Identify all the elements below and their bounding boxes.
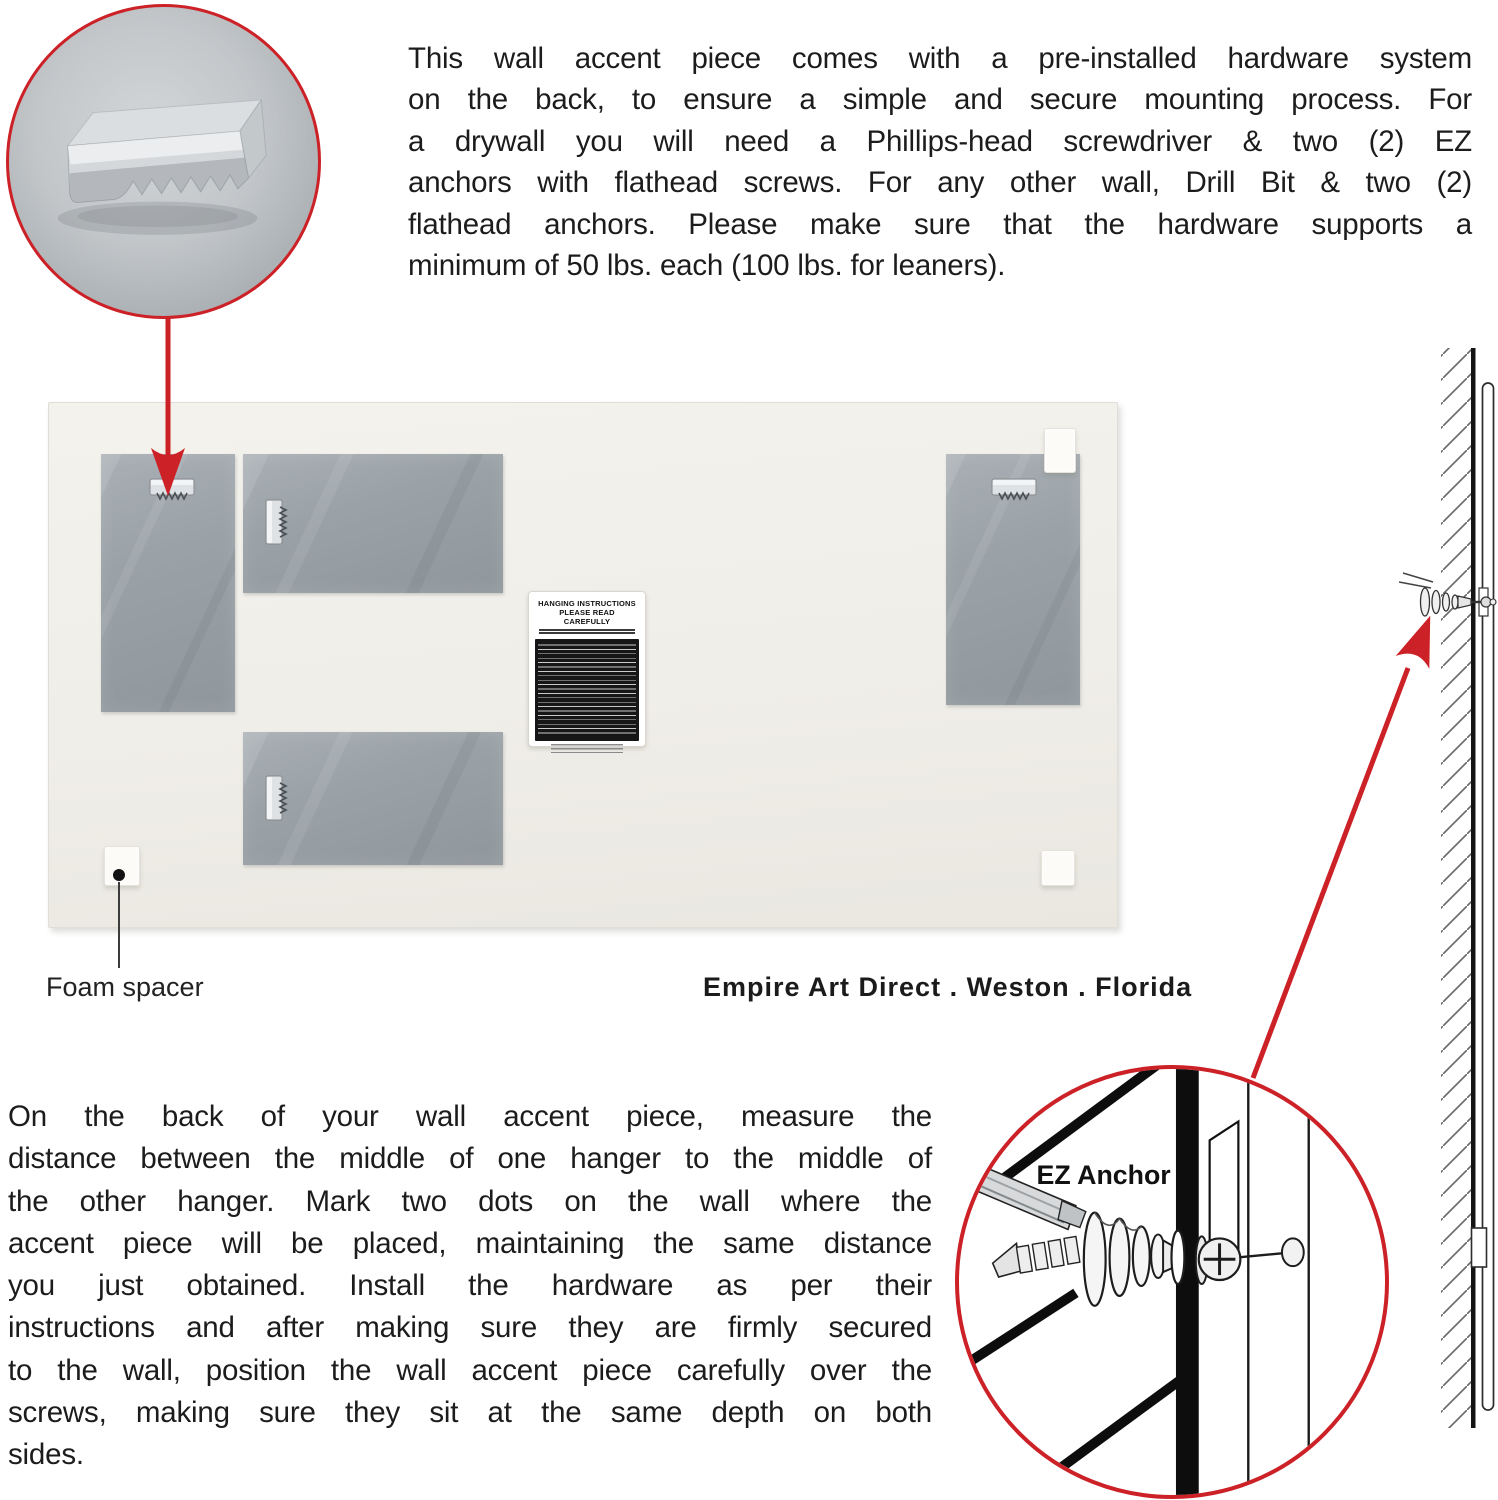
sawtooth-hanger-icon — [991, 477, 1037, 501]
instruction-line: you just obtained. Install the hardware as per their — [8, 1269, 932, 1303]
instruction-line: the other hanger. Mark two dots on the wall where the — [8, 1184, 932, 1218]
instruction-line: screws, making sure they sit at the same depth on both — [8, 1396, 932, 1430]
label-fine-print — [551, 744, 624, 753]
ez-anchor-illustration — [959, 1069, 1385, 1495]
label-fine-print — [539, 629, 635, 635]
wall-bracket-profile — [1472, 1228, 1487, 1267]
hanging-instructions-label — [528, 591, 646, 747]
intro-line: on the back, to ensure a simple and secure mounting process. For — [408, 83, 1472, 117]
sawtooth-hanger-vertical-icon — [264, 775, 288, 821]
intro-line: anchors with flathead screws. For any other wall, Drill Bit & two (2) — [408, 166, 1472, 200]
instructions-paragraph — [8, 1096, 932, 1477]
sawtooth-hanger-icon — [149, 477, 195, 501]
sawtooth-hanger-vertical-icon — [264, 499, 288, 545]
intro-paragraph — [408, 38, 1472, 286]
instruction-line: to the wall, position the wall accent piece carefully over the — [8, 1353, 932, 1387]
foam-spacer — [1044, 428, 1076, 473]
intro-line: minimum of 50 lbs. each (100 lbs. for leaners). — [408, 249, 1006, 283]
foam-spacer — [1041, 850, 1075, 886]
foam-spacer-dot — [113, 869, 125, 881]
intro-line: a drywall you will need a Phillips-head screwdriver & two (2) EZ — [408, 124, 1472, 158]
intro-line: This wall accent piece comes with a pre-installed hardware system — [408, 42, 1472, 75]
instruction-line: On the back of your wall accent piece, measure the — [8, 1100, 932, 1133]
label-title: HANGING INSTRUCTIONS — [538, 599, 636, 608]
wall-hatching — [1441, 348, 1471, 1428]
foam-spacer-label: Foam spacer — [46, 972, 204, 1002]
wall-side-diagram — [1395, 330, 1498, 1500]
label-fine-print — [535, 639, 639, 741]
instruction-line: accent piece will be placed, maintaining the same distance — [8, 1226, 932, 1260]
brand-line: Empire Art Direct . Weston . Florida — [703, 972, 1193, 1002]
label-title: PLEASE READ CAREFULLY — [559, 608, 615, 626]
instruction-line: distance between the middle of one hanger to the middle of — [8, 1142, 932, 1176]
foam-spacer-callout-line — [118, 882, 120, 968]
ez-anchor-label: EZ Anchor — [1036, 1159, 1171, 1190]
instruction-line: instructions and after making sure they are firmly secured — [8, 1311, 932, 1345]
artwork-back-panel — [48, 402, 1118, 928]
ez-anchor-inset — [955, 1065, 1389, 1499]
hanger-closeup-inset — [6, 4, 321, 319]
intro-line: flathead anchors. Please make sure that the hardware supports a — [408, 207, 1472, 241]
instruction-line: sides. — [8, 1438, 84, 1472]
sawtooth-hanger-closeup-illustration — [9, 7, 318, 316]
